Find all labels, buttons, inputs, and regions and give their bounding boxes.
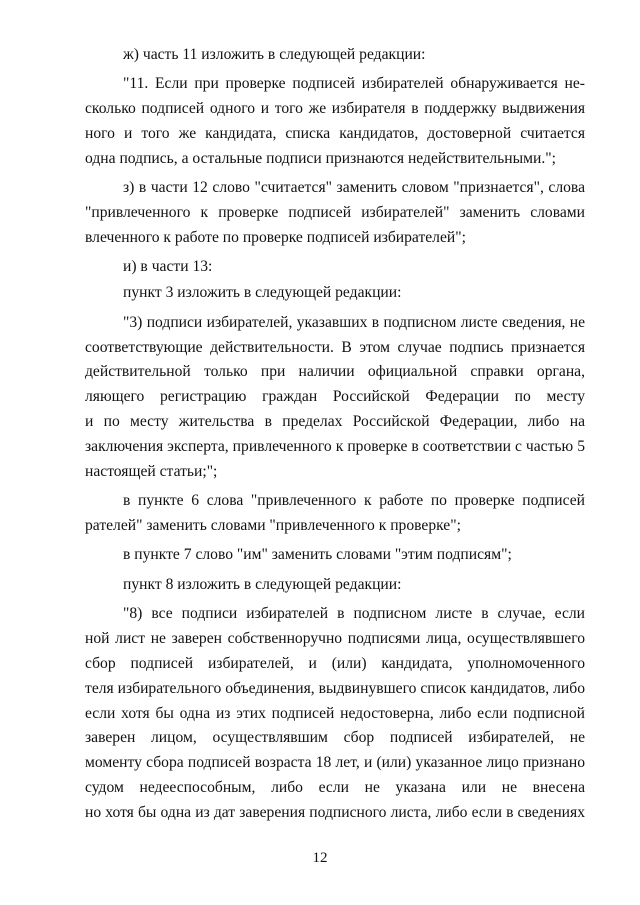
text-line-content: "8) все подписи избирателей в подписном листе в случае, если [123,605,585,623]
text-line-content: з) в части 12 слово "считается" заменить словом "признается", слова [123,179,585,197]
text-line-content: одна подпись, а остальные подписи признаются недействительными."; [85,149,556,167]
text-line-content: и) в части 13: [123,258,213,276]
text-line-content: но хотя бы одна из дат заверения подписного листа, либо если в сведениях [85,804,585,821]
text-line-content: судом недееспособным, либо если не указана или не внесена [85,779,585,797]
text-line-content: сколько подписей одного и того же избирателя в поддержку выдвижения [85,100,585,118]
text-line-content: соответствующие действительности. В этом случае подпись признается [85,338,585,356]
text-line-content: пункт 8 изложить в следующей редакции: [123,575,402,593]
text-line-content: ж) часть 11 изложить в следующей редакции: [123,46,426,63]
text-line-content: и по месту жительства в пределах Российской Федерации, либо на [85,413,585,431]
text-line-content: пункт 3 изложить в следующей редакции: [123,284,402,302]
text-line-content: ляющего регистрацию граждан Российской Федерации по месту [85,388,585,406]
page-number: 12 [312,850,328,866]
text-line-content: действительной только при наличии официальной справки органа, [85,363,585,381]
text-line-content: в пункте 7 слово "им" заменить словами "этим подписям"; [123,546,512,564]
text-line-content: "3) подписи избирателей, указавших в подписном листе сведения, не [123,313,585,331]
text-line-content: рателей" заменить словами "привлеченного к проверке"; [85,516,461,534]
text-line-content: "привлеченного к проверке подписей избирателей" заменить словами [85,204,585,222]
text-line-content: заключения эксперта, привлеченного к проверке в соответствии с частью 5 [85,437,585,455]
text-line-content: заверен лицом, осуществлявшим сбор подписей избирателей, не [85,729,585,747]
text-line-content: "11. Если при проверке подписей избирателей обнаруживается не- [123,75,585,93]
text-line-content: моменту сбора подписей возраста 18 лет, и (или) указанное лицо признано [85,754,585,772]
text-line-content: ной лист не заверен собственноручно подписями лица, осуществлявшего [85,630,585,648]
text-line-content: теля избирательного объединения, выдвинувшего список кандидатов, либо [85,679,585,697]
text-line-content: в пункте 6 слова "привлеченного к работе по проверке подписей [123,492,585,510]
text-line-content: настоящей статьи;"; [85,462,218,480]
text-line-content: если хотя бы одна из этих подписей недостоверна, либо если подписной [85,704,585,722]
text-line-content: влеченного к работе по проверке подписей избирателей"; [85,229,466,247]
text-line-content: сбор подписей избирателей, и (или) кандидата, уполномоченного [85,654,585,672]
text-line-content: ного и того же кандидата, списка кандидатов, достоверной считается [85,125,585,143]
